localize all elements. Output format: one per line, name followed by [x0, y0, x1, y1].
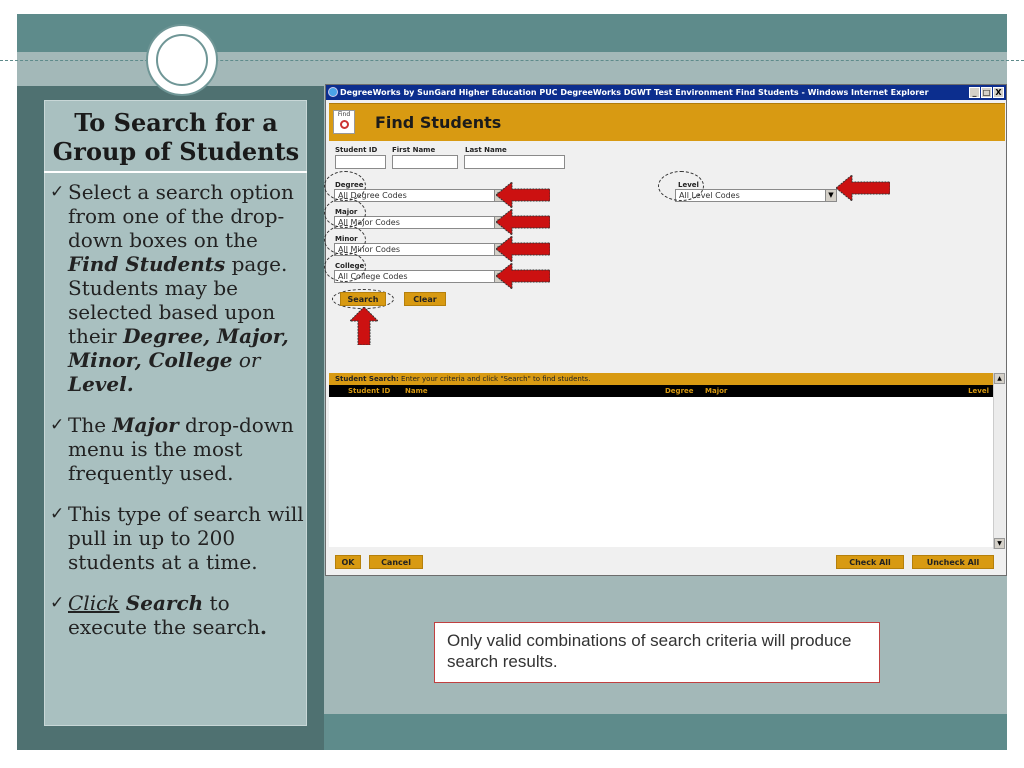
major-highlight-circle	[324, 198, 366, 228]
bullet-text: Click	[68, 591, 120, 615]
student-id-input[interactable]	[335, 155, 386, 169]
minor-label: Minor	[335, 235, 358, 243]
decorative-inner-circle-icon	[156, 34, 208, 86]
chevron-down-icon[interactable]: ▼	[825, 190, 836, 201]
bullet-text: This type of search will pull in up to 200 students at a time.	[68, 502, 304, 574]
bullet-text: Search	[125, 591, 204, 615]
maximize-button[interactable]: □	[982, 88, 991, 97]
column-degree[interactable]: Degree	[665, 387, 694, 395]
title-divider	[44, 171, 307, 173]
magnifier-icon	[340, 120, 349, 129]
bullet-text: The	[68, 413, 113, 437]
red-up-arrow-icon	[350, 307, 378, 345]
scroll-down-icon[interactable]: ▼	[994, 538, 1005, 549]
column-name[interactable]: Name	[405, 387, 428, 395]
bullet-text: Major	[112, 413, 179, 437]
column-major[interactable]: Major	[705, 387, 728, 395]
bullet-text: Select a search option from one of the drop-down boxes on the	[68, 180, 294, 252]
window-controls	[969, 87, 1004, 98]
note-box: Only valid combinations of search criteria will produce search results.	[434, 622, 880, 683]
slide-title: To Search for a Group of Students	[52, 108, 300, 166]
red-arrow-icon	[496, 236, 550, 262]
close-button[interactable]: X	[993, 87, 1004, 98]
student-search-bar	[329, 373, 993, 385]
ok-button[interactable]: OK	[335, 555, 361, 569]
column-level[interactable]: Level	[968, 387, 989, 395]
results-table-header	[329, 385, 993, 397]
last-name-input[interactable]	[464, 155, 565, 169]
bullet-item	[48, 502, 304, 574]
window-titlebar	[326, 85, 1006, 100]
degree-label: Degree	[335, 181, 364, 189]
ie-icon	[328, 87, 338, 97]
find-students-header	[329, 103, 1005, 141]
major-select-value: All Major Codes	[338, 218, 400, 227]
red-arrow-icon	[496, 263, 550, 289]
page-title: Find Students	[375, 113, 502, 132]
browser-window	[325, 84, 1007, 576]
red-arrow-icon	[496, 209, 550, 235]
results-bar-title: Student Search:	[335, 375, 399, 383]
bullet-list	[48, 180, 304, 656]
column-student-id[interactable]: Student ID	[348, 387, 391, 395]
bullet-text: page. Students may be selected based upon their	[68, 252, 288, 348]
checkmark-icon: ✓	[50, 593, 65, 613]
first-name-label: First Name	[392, 146, 436, 154]
last-name-label: Last Name	[465, 146, 507, 154]
bullet-text: Find Students	[68, 252, 226, 276]
bullet-item	[48, 413, 304, 485]
level-label: Level	[678, 181, 699, 189]
minor-highlight-circle	[324, 225, 366, 255]
major-label: Major	[335, 208, 358, 216]
results-bar-text: Enter your criteria and click "Search" to find students.	[398, 375, 591, 383]
checkmark-icon: ✓	[50, 504, 65, 524]
red-arrow-icon	[496, 182, 550, 208]
scroll-up-icon[interactable]: ▲	[994, 373, 1005, 384]
bullet-text: drop-down menu is the most frequently used.	[68, 413, 294, 485]
cancel-button[interactable]: Cancel	[369, 555, 423, 569]
bullet-text: or	[232, 348, 261, 372]
bullet-item	[48, 180, 304, 396]
red-arrow-icon	[836, 175, 890, 201]
bullet-text: to execute the search	[68, 591, 261, 639]
clear-button[interactable]: Clear	[404, 292, 446, 306]
window-title: DegreeWorks by SunGard Higher Education PUC DegreeWorks DGWT Test Environment Find Students - Windows Internet Explorer	[340, 88, 929, 97]
level-select-value: All Level Codes	[679, 191, 740, 200]
college-select-value: All College Codes	[338, 272, 408, 281]
results-scrollbar[interactable]	[993, 373, 1005, 549]
college-highlight-circle	[324, 252, 366, 282]
minor-select-value: All Minor Codes	[338, 245, 401, 254]
degree-select-value: All Degree Codes	[338, 191, 407, 200]
level-highlight-circle	[658, 171, 704, 201]
student-id-label: Student ID	[335, 146, 378, 154]
checkmark-icon: ✓	[50, 415, 65, 435]
search-button[interactable]: Search	[340, 292, 386, 306]
find-icon-label: Find	[337, 111, 351, 118]
minimize-button[interactable]: _	[969, 87, 980, 98]
degree-highlight-circle	[324, 171, 366, 201]
uncheck-all-button[interactable]: Uncheck All	[912, 555, 994, 569]
bullet-text: Degree, Major, Minor, College	[68, 324, 289, 372]
college-label: College	[335, 262, 365, 270]
results-table-body	[329, 397, 993, 547]
check-all-button[interactable]: Check All	[836, 555, 904, 569]
checkmark-icon: ✓	[50, 182, 65, 202]
first-name-input[interactable]	[392, 155, 458, 169]
bullet-text: .	[260, 615, 268, 639]
find-icon	[333, 110, 355, 134]
bullet-item	[48, 591, 304, 639]
bullet-text: Level.	[68, 372, 134, 396]
